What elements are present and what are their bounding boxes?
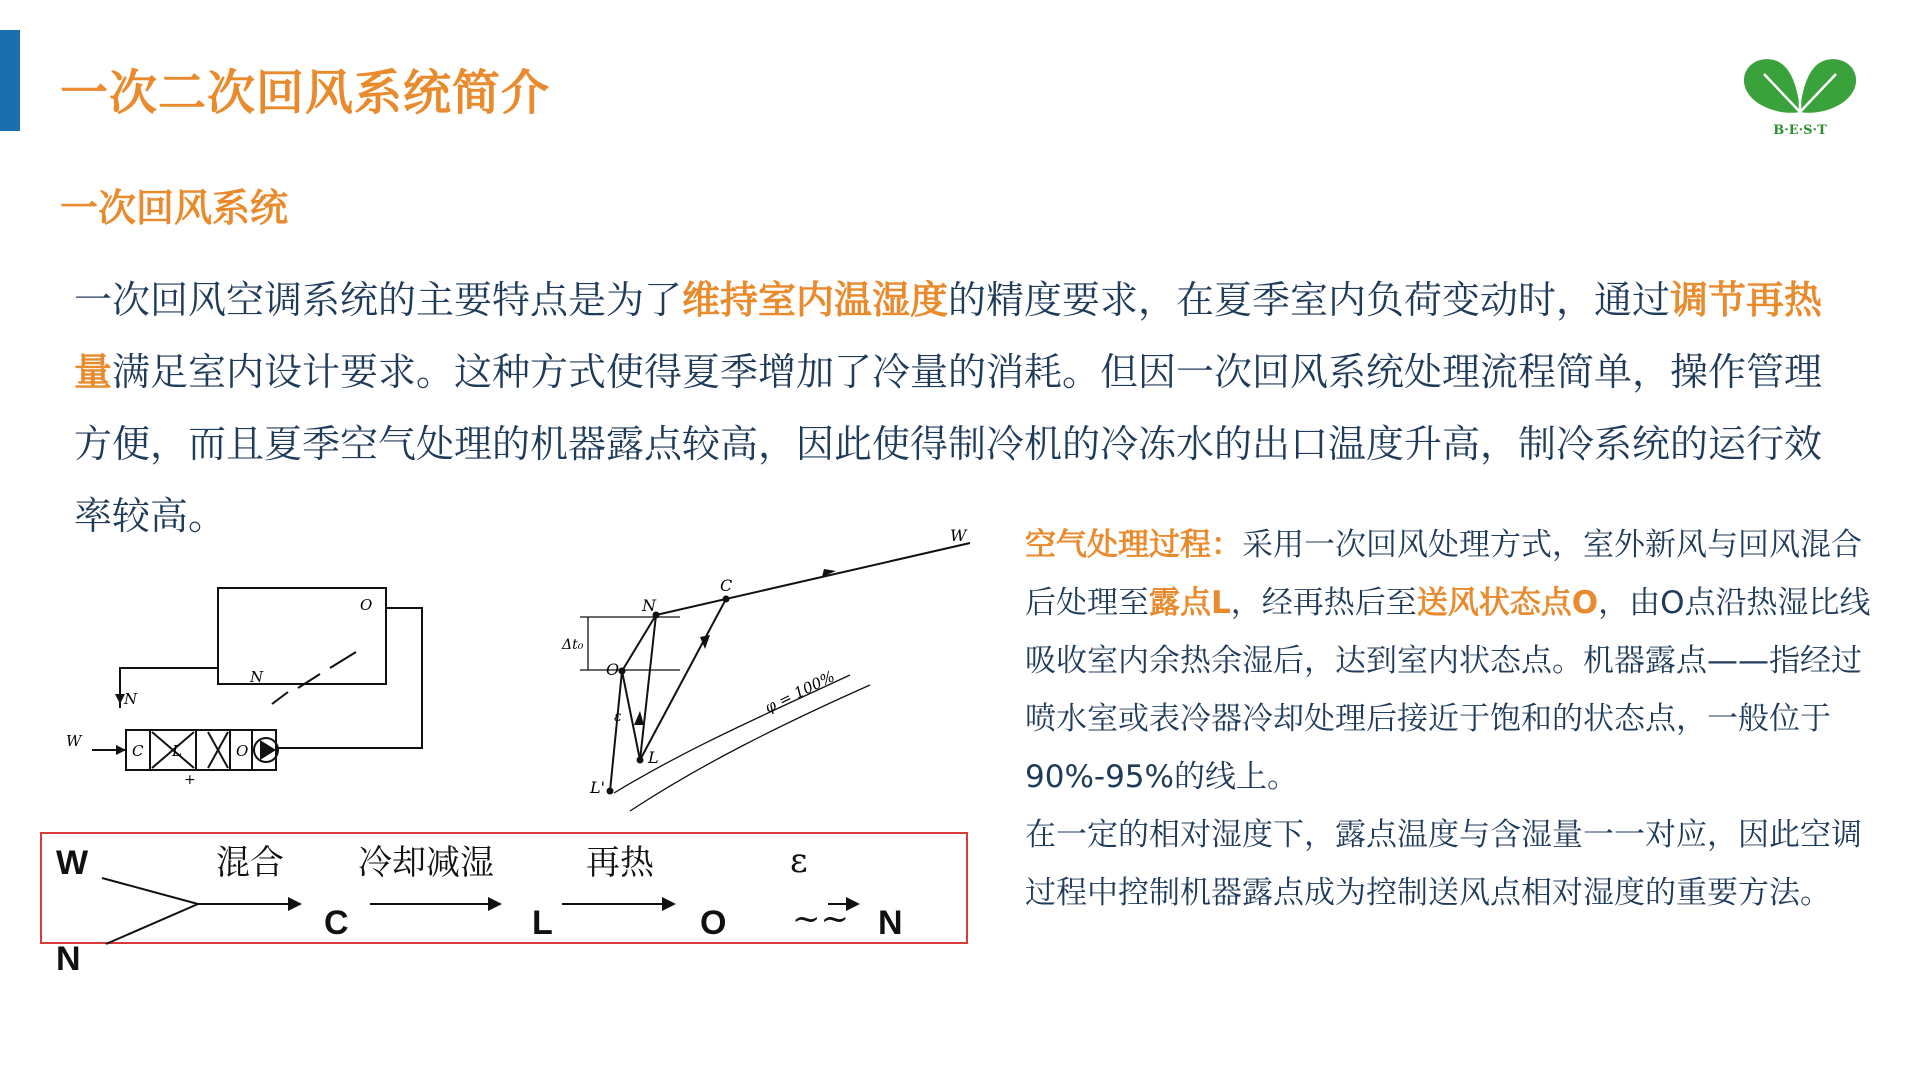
flow-node-l: L	[532, 904, 553, 942]
psychrometric-process-chart	[560, 525, 980, 815]
explanation-highlight-1: 露点L	[1149, 585, 1231, 621]
flow-step-reheat: 再热	[586, 843, 654, 883]
explanation-text-2: ，经再热后至	[1230, 585, 1417, 621]
line-c-l	[640, 599, 726, 760]
flow-node-n: N	[56, 940, 81, 978]
line-epsilon	[610, 671, 622, 791]
flow-node-w: W	[56, 844, 89, 882]
schematic-label-plus: +	[184, 772, 196, 788]
line-o-l	[622, 671, 640, 760]
flow-node-n2: N	[878, 904, 903, 942]
schematic-label-o2: O	[236, 742, 249, 760]
merge-lines	[102, 878, 198, 944]
flow-step-mix: 混合	[216, 843, 284, 883]
schematic-label-l: L	[172, 742, 182, 760]
schematic-label-c: C	[132, 742, 144, 760]
explanation-text-1: 采用一次回风处理方式，室外新风与回风混合后处理至	[1025, 527, 1862, 621]
flow-wave: ~~	[792, 899, 849, 939]
intro-text-2: 的精度要求，在夏季室内负荷变动时，通过	[948, 278, 1671, 322]
saturation-curve	[630, 685, 870, 811]
air-process-explanation	[1025, 516, 1875, 922]
chart-label-l: L	[648, 748, 659, 767]
process-flow-diagram	[40, 832, 1000, 992]
intro-text-3: 满足室内设计要求。这种方式使得夏季增加了冷量的消耗。但因一次回风系统处理流程简单，操作管理方便，而且夏季空气处理的机器露点较高，因此使得制冷机的冷冻水的出口温度升高，制冷系统的运行效率较高。	[74, 350, 1823, 538]
flow-node-c: C	[324, 904, 349, 942]
chart-label-l-prime: L'	[590, 778, 606, 797]
schematic-label-w: W	[66, 732, 82, 750]
schematic-label-n-room: N	[250, 668, 264, 686]
chart-label-w: W	[950, 526, 967, 545]
intro-highlight-2: 调节再热量	[74, 278, 1823, 394]
schematic-label-n: N	[124, 690, 138, 708]
explanation-label: 空气处理过程：	[1025, 527, 1242, 563]
flow-epsilon: ε	[790, 841, 808, 881]
intro-highlight-1: 维持室内温湿度	[682, 278, 949, 322]
chart-label-delta-t: Δt₀	[562, 637, 584, 653]
chart-label-o: O	[606, 660, 620, 679]
system-schematic-diagram	[60, 578, 440, 788]
chart-label-epsilon: ε	[614, 709, 622, 725]
explanation-highlight-2: 送风状态点O	[1416, 585, 1599, 621]
chart-label-phi: φ = 100%	[761, 667, 838, 717]
logo-text: B·E·S·T	[1773, 123, 1827, 138]
explanation-paragraph-1	[1025, 516, 1875, 806]
accent-bar	[0, 30, 20, 131]
chart-label-c: C	[720, 576, 733, 595]
schematic-label-o: O	[360, 596, 373, 614]
flow-step-cool: 冷却减湿	[358, 843, 494, 883]
section-subtitle: 一次回风系统	[60, 186, 289, 230]
explanation-paragraph-2: 在一定的相对湿度下，露点温度与含湿量一一对应，因此空调过程中控制机器露点成为控制送风点相对湿度的重要方法。	[1025, 817, 1862, 911]
chart-label-n: N	[642, 596, 656, 615]
intro-paragraph	[74, 264, 1854, 552]
intro-text-1: 一次回风空调系统的主要特点是为了	[74, 278, 683, 322]
return-duct	[278, 608, 422, 748]
explanation-text-3: ，由O点沿热湿比线吸收室内余热余湿后，达到室内状态点。机器露点——指经过喷水室或表冷器冷却处理后接近于饱和的状态点，一般位于90%-95%的线上。	[1025, 585, 1871, 795]
flow-node-o: O	[700, 904, 727, 942]
line-w-c	[656, 543, 970, 615]
best-logo	[1738, 52, 1862, 138]
page-title: 一次二次回风系统简介	[60, 65, 551, 121]
